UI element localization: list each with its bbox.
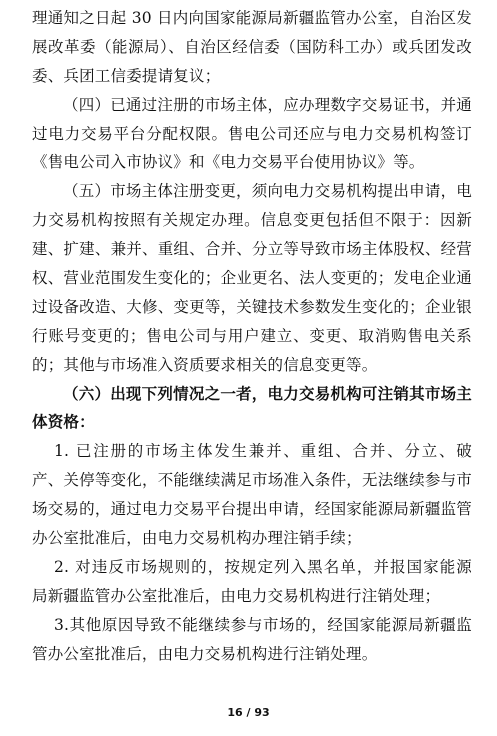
paragraph-6-heading-line: （六）出现下列情况之一者，电力交易机构可注销其市场主 (63, 383, 472, 403)
paragraph-5-heading-line: （五）市场主体注册变更，须向电力交易机构提出申请，电 (63, 182, 472, 201)
page-number: 16 / 93 (227, 706, 270, 719)
body-line: 展改革委（能源局）、自治区经信委（国防科工办）或兵团发改 (32, 37, 472, 56)
paragraph-6-heading-line: 体资格： (32, 412, 95, 432)
body-line: 管办公室批准后，由电力交易机构进行注销处理。 (32, 644, 378, 663)
body-line: 理通知之日起 30 日内向国家能源局新疆监管办公室，自治区发 (32, 9, 472, 27)
body-line: 委、兵团工信委提请复议； (32, 66, 221, 85)
body-line: 办公室批准后，由电力交易机构办理注销手续； (32, 529, 362, 548)
body-line: 权、营业范围发生变化的；企业更名、法人变更的；发电企业通 (32, 269, 472, 288)
list-item-3-line: 3.其他原因导致不能继续参与市场的，经国家能源局新疆监 (54, 615, 472, 634)
body-line: 建、扩建、兼并、重组、合并、分立等导致市场主体股权、经营 (32, 240, 472, 259)
body-line: 场交易的，通过电力交易平台提出申请，经国家能源局新疆监管 (32, 500, 472, 519)
document-body (32, 4, 472, 668)
body-line: 局新疆监管办公室批准后，由电力交易机构进行注销处理； (32, 586, 441, 605)
list-item-2-line: 2. 对违反市场规则的，按规定列入黑名单，并报国家能源 (54, 557, 472, 576)
body-line: 行账号变更的；售电公司与用户建立、变更、取消购售电关系 (32, 326, 472, 345)
body-line: 的；其他与市场准入资质要求相关的信息变更等。 (32, 355, 378, 374)
list-item-1-line: 1. 已注册的市场主体发生兼并、重组、合并、分立、破 (54, 442, 472, 461)
body-line: 力交易机构按照有关规定办理。信息变更包括但不限于：因新 (32, 211, 472, 230)
body-line: 《售电公司入市协议》和《电力交易平台使用协议》等。 (32, 153, 425, 172)
paragraph-4-heading-line: （四）已通过注册的市场主体，应办理数字交易证书，并通 (63, 95, 472, 114)
body-line: 产、关停等变化，不能继续满足市场准入条件，无法继续参与市 (32, 471, 472, 490)
body-line: 过电力交易平台分配权限。售电公司还应与电力交易机构签订 (32, 124, 472, 143)
body-line: 过设备改造、大修、变更等，关键技术参数发生变化的；企业银 (32, 297, 472, 316)
